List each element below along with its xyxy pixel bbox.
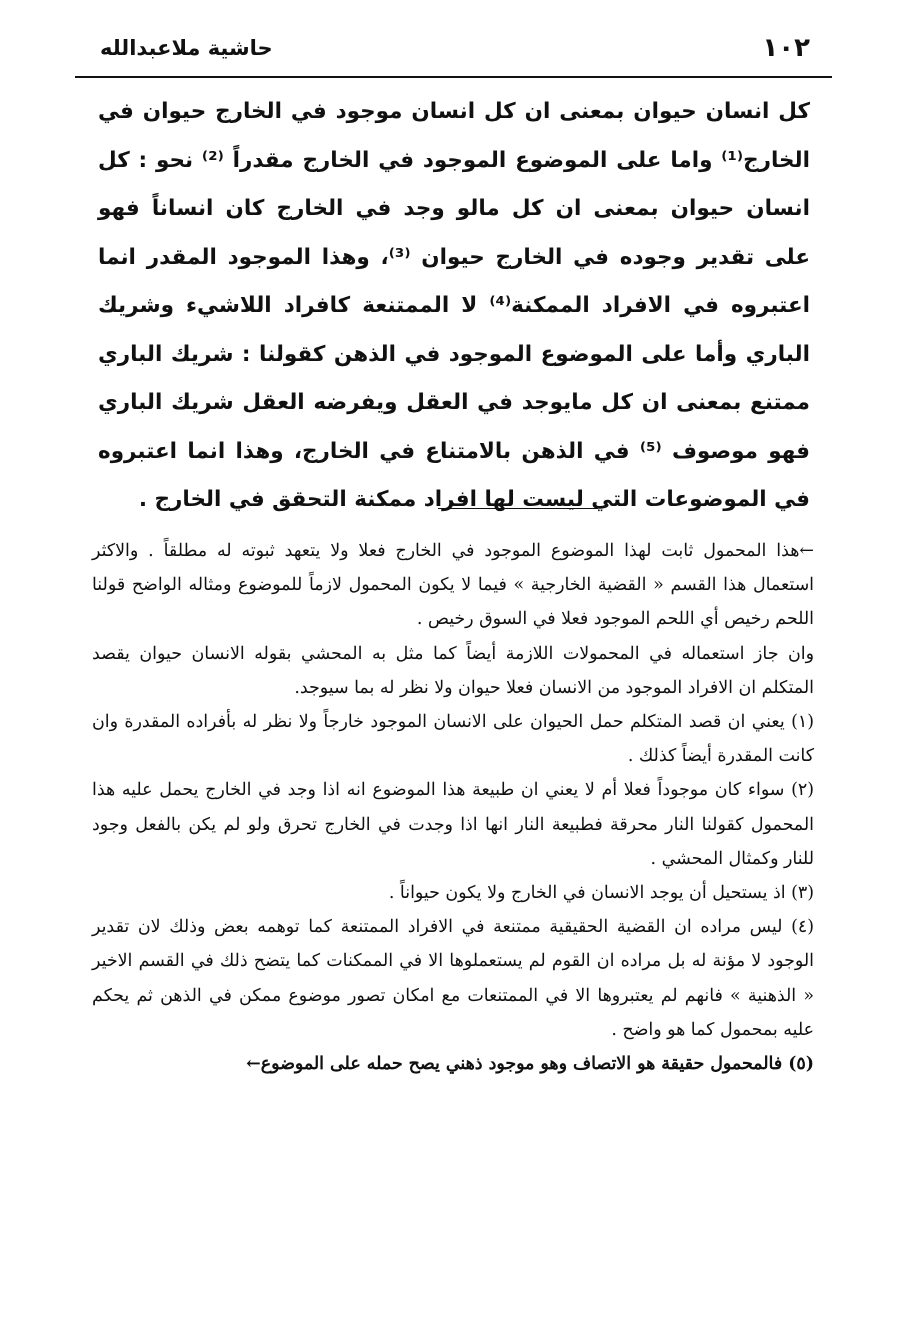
footnote-2: (٢) سواء كان موجوداً فعلا أم لا يعني ان طبيعة هذا الموضوع انه اذا وجد في الخارج يحمل عليه هذا المحمول كقولنا النار محرقة فطبيعة النار انها اذا وجدت في الخارج تحرق ولو لم يكن بالفعل وجود للنار وكمثال المحشي . [92, 780, 814, 869]
footnote-3: (٣) اذ يستحيل أن يوجد الانسان في الخارج ولا يكون حيواناً . [388, 883, 814, 904]
main-text [98, 88, 810, 525]
main-paragraph: كل انسان حيوان بمعنى ان كل انسان موجود في الخارج حيوان في الخارج⁽¹⁾ واما على الموضوع الموجود في الخارج مقدراً ⁽²⁾ نحو : كل انسان حيوان بمعنى ان كل مالو وجد في الخارج كان انساناً فهو على تقدير وجوده في الخارج حيوان ⁽³⁾، وهذا الموجود المقدر انما اعتبروه في الافراد الممكنة⁽⁴⁾ لا الممتنعة كافراد اللاشيء وشريك الباري وأما على الموضوع الموجود في الذهن كقولنا : شريك الباري ممتنع بمعنى ان كل مايوجد في العقل ويفرضه العقل شريك الباري فهو موصوف ⁽⁵⁾ في الذهن بالامتناع في الخارج، وهذا انما اعتبروه في الموضوعات التي ليست لها افراد ممكنة التحقق في الخارج . [98, 99, 811, 512]
footnote-divider [438, 508, 598, 509]
footnote-5: (٥) فالمحمول حقيقة هو الاتصاف وهو موجود ذهني يصح حمله على الموضوع← [246, 1054, 814, 1075]
page-header [100, 28, 810, 68]
header-rule [75, 76, 832, 78]
footnote-4: (٤) ليس مراده ان القضية الحقيقية ممتنعة في الافراد الممتنعة كما توهمه بعض وذلك لان تقدير الوجود لا مؤنة له بل مراده ان القوم لم يستعملوها الا في الممكنات كما يتضح ذلك في القسم الاخير « الذهنية » فانهم لم يعتبروها الا في الممتنعات مع امكان تصور موضوع ممكن في الذهن ثم يحكم عليه بمحمول كما هو واضح . [92, 917, 814, 1040]
footnote-1: (١) يعني ان قصد المتكلم حمل الحيوان على الانسان الموجود خارجاً ولا نظر له بأفراده المقدرة وان كانت المقدرة أيضاً كذلك . [92, 712, 814, 767]
footnote-continuation: ←هذا المحمول ثابت لهذا الموضوع الموجود في الخارج فعلا ولا يتعهد ثبوته له مطلقاً . والاكثر استعمال هذا القسم « القضية الخارجية » فيما لا يكون المحمول لازماً للموضوع ومثاله الواضح قولنا اللحم رخيص أي اللحم الموجود فعلا في السوق رخيص . [92, 541, 814, 630]
page-number: ١٠٢ [762, 33, 810, 63]
footnote-paragraph: وان جاز استعماله في المحمولات اللازمة أيضاً كما مثل به المحشي بقوله الانسان حيوان يقصد المتكلم ان الافراد الموجود من الانسان فعلا حيوان ولا نظر له بما سيوجد. [92, 643, 814, 698]
footnotes [92, 534, 814, 1081]
running-title: حاشية ملاعبدالله [100, 36, 273, 60]
